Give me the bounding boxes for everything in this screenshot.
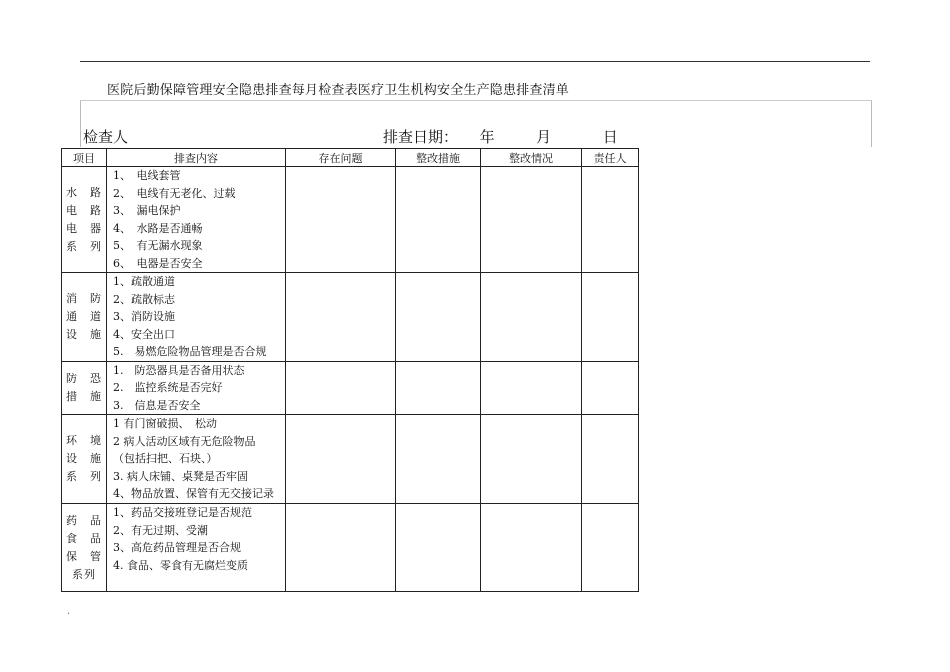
- measures-cell[interactable]: [396, 504, 481, 592]
- content-item: 5、 有无漏水现象: [113, 239, 203, 252]
- table-row: [62, 361, 639, 415]
- category-line: 设 施: [66, 327, 102, 341]
- category-line: 防 恐: [66, 371, 102, 385]
- category-line: 保 管: [66, 549, 102, 563]
- problems-cell[interactable]: [286, 415, 396, 504]
- category-cell: [62, 504, 107, 592]
- header-status: 整改情况: [481, 149, 582, 167]
- header-content: 排查内容: [107, 149, 286, 167]
- content-item: 3. 信息是否安全: [113, 398, 201, 412]
- content-item: 2 病人活动区域有无危险物品: [113, 434, 256, 448]
- content-item: 3. 病人床铺、桌凳是否牢固: [113, 469, 248, 483]
- category-line: 系 列: [66, 470, 102, 483]
- category-cell: [62, 361, 107, 415]
- measures-cell[interactable]: [396, 361, 481, 415]
- category-cell: [62, 273, 107, 362]
- category-line: 系列: [72, 567, 96, 581]
- content-item: 5. 易燃危险物品管理是否合规: [113, 345, 267, 358]
- table-row: [62, 504, 639, 592]
- content-item: 2. 监控系统是否完好: [113, 381, 223, 394]
- responsible-cell[interactable]: [582, 415, 639, 504]
- status-cell[interactable]: [481, 361, 582, 415]
- problems-cell[interactable]: [286, 361, 396, 415]
- status-cell[interactable]: [481, 415, 582, 504]
- problems-cell[interactable]: [286, 273, 396, 362]
- content-item: 4、 水路是否通畅: [113, 221, 203, 235]
- status-cell[interactable]: [481, 504, 582, 592]
- content-item: 1 有门窗破损、 松动: [113, 417, 217, 430]
- content-item: 3、高危药品管理是否合规: [113, 541, 241, 554]
- day-label: 日: [602, 128, 618, 146]
- category-line: 电 器: [66, 221, 102, 235]
- content-item: 2、 电线有无老化、过载: [113, 186, 236, 200]
- status-cell[interactable]: [481, 273, 582, 362]
- inspector-label: 检查人: [83, 128, 129, 146]
- category-cell: [62, 167, 107, 273]
- content-cell: [107, 167, 286, 273]
- content-item: 4. 食品、零食有无腐烂变质: [113, 558, 248, 572]
- responsible-cell[interactable]: [582, 504, 639, 592]
- table-row: [62, 415, 639, 504]
- document-title: 医院后勤保障管理安全隐患排查每月检查表医疗卫生机构安全生产隐患排查清单: [107, 83, 570, 98]
- table-row: [62, 273, 639, 362]
- category-line: 设 施: [66, 452, 102, 465]
- content-item: 4、安全出口: [113, 327, 175, 341]
- category-line: 水 路: [66, 185, 102, 199]
- content-item: 6、 电器是否安全: [113, 256, 203, 270]
- status-cell[interactable]: [481, 167, 582, 273]
- content-cell: [107, 415, 286, 504]
- header-category: 项目: [62, 149, 107, 167]
- category-line: 食 品: [66, 531, 102, 545]
- content-item: （包括扫把、石块、）: [113, 452, 218, 465]
- inspection-table: [61, 148, 639, 592]
- content-cell: [107, 361, 286, 415]
- top-rule: [80, 61, 870, 62]
- category-line: 药 品: [66, 513, 102, 527]
- table-row: [62, 167, 639, 273]
- content-cell: [107, 273, 286, 362]
- problems-cell[interactable]: [286, 167, 396, 273]
- content-item: 1、药品交接班登记是否规范: [113, 506, 252, 519]
- responsible-cell[interactable]: [582, 361, 639, 415]
- category-line: 消 防: [66, 291, 102, 305]
- header-measures: 整改措施: [396, 149, 481, 167]
- content-item: 1. 防恐器具是否备用状态: [113, 363, 245, 377]
- category-cell: [62, 415, 107, 504]
- responsible-cell[interactable]: [582, 273, 639, 362]
- year-label: 年: [479, 128, 495, 146]
- footer-mark: .: [67, 606, 71, 617]
- category-line: 系 列: [66, 239, 102, 253]
- measures-cell[interactable]: [396, 273, 481, 362]
- responsible-cell[interactable]: [582, 167, 639, 273]
- month-label: 月: [536, 128, 552, 146]
- measures-cell[interactable]: [396, 415, 481, 504]
- content-item: 2、有无过期、受潮: [113, 523, 208, 537]
- inspection-date: [383, 126, 618, 147]
- content-item: 1、 电线套管: [113, 169, 181, 182]
- category-line: 通 道: [66, 309, 102, 323]
- category-line: 环 境: [66, 434, 102, 447]
- measures-cell[interactable]: [396, 167, 481, 273]
- content-item: 1、疏散通道: [113, 275, 175, 288]
- header-problems: 存在问题: [286, 149, 396, 167]
- date-label: 排查日期：: [383, 128, 459, 146]
- content-item: 3、 漏电保护: [113, 204, 181, 217]
- problems-cell[interactable]: [286, 504, 396, 592]
- category-line: 电 路: [66, 203, 102, 217]
- content-item: 2、疏散标志: [113, 292, 175, 306]
- table-header-row: [62, 149, 639, 167]
- content-cell: [107, 504, 286, 592]
- content-item: 4、物品放置、保管有无交接记录: [113, 487, 274, 500]
- content-item: 3、消防设施: [113, 310, 175, 323]
- header-responsible: 责任人: [582, 149, 639, 167]
- category-line: 措 施: [66, 389, 102, 403]
